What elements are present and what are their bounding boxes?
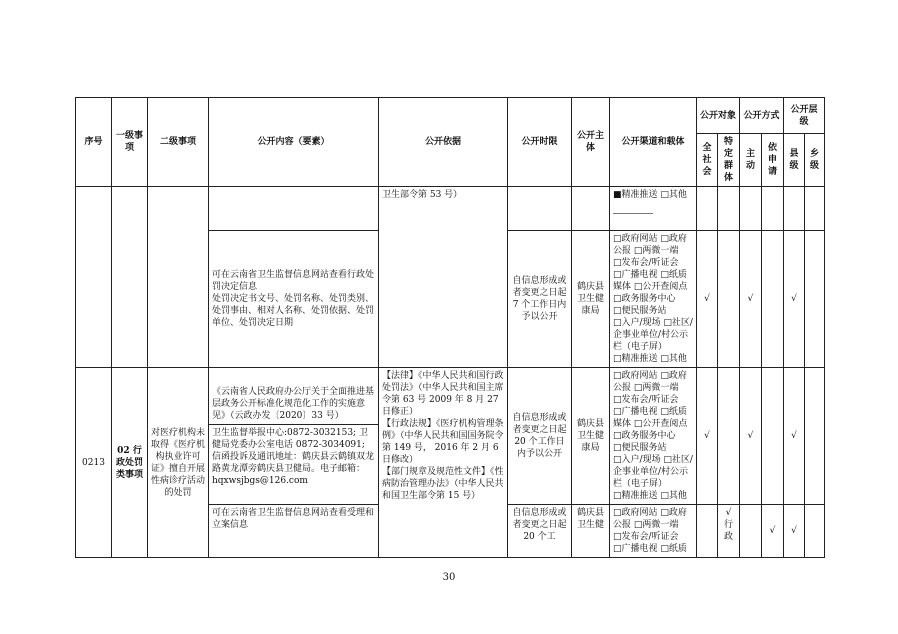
target-specific-mark [718, 368, 740, 505]
header-level-county: 县级 [784, 134, 805, 187]
level-county-mark: √ [784, 368, 805, 505]
level-town-mark [805, 231, 825, 368]
header-basis: 公开依据 [379, 98, 508, 187]
level-county-mark: √ [784, 505, 805, 558]
method-apply-mark [762, 231, 784, 368]
header-seq: 序号 [76, 98, 112, 187]
disclosure-table [75, 97, 825, 558]
content-cell: 可在云南省卫生监督信息网站查看行政处罚决定信息 处罚决定书文号、处罚名称、处罚类别、处罚事由、相对人名称、处罚依据、处罚单位、处罚决定日期 [209, 231, 379, 368]
subject-cell: 鹤庆县卫生健康局 [572, 368, 610, 505]
level-town-mark [805, 368, 825, 505]
divider [613, 213, 653, 214]
header-target-all: 全社会 [697, 134, 718, 187]
method-apply-mark [762, 368, 784, 505]
header-channel: 公开渠道和载体 [610, 98, 697, 187]
header-method: 公开方式 [740, 98, 784, 134]
level2-cell: 对医疗机构未取得《医疗机构执业许可证》擅自开展性病诊疗活动的处罚 [148, 368, 209, 558]
header-target-specific: 特定群体 [718, 134, 740, 187]
target-specific-mark: √ 行政 [718, 505, 740, 558]
content-cell: 《云南省人民政府办公厅关于全面推进基层政务公开标准化规范化工作的实施意见》（云政办发〔2020〕33 号） 卫生监督举报中心:0872-3032153; 卫健局党委办公室电话 0872-3034091; 信函投诉及通讯地址：鹤庆县云鹤镇双龙路黄龙潭旁鹤庆县卫健局。电子邮箱：hqxwsjbgs@126.com [209, 368, 379, 505]
header-method-active: 主动 [740, 134, 762, 187]
target-all-mark [697, 505, 718, 558]
subject-cell: 鹤庆县卫生健康局 [572, 231, 610, 368]
channel-cell: □政府网站 □政府公报 □两微一端 □发布会/听证会 □广播电视 □纸质媒体 □公开查阅点 □政务服务中心 □便民服务站 □入户/现场 □社区/企事业单位/村公示栏（电子屏） □精准推送 □其他 [610, 231, 697, 368]
method-active-mark [740, 505, 762, 558]
basis-cell: 【法律】《中华人民共和国行政处罚法》（中华人民共和国主席令第 63 号 2009 年 8 月 27 日修正） 【行政法规】《医疗机构管理条例》（中华人民共和国国务院令第 149 号， 2016 年 2 月 6 日修改） 【部门规章及规范性文件】《性病防治管理办法》（中华人民共和国卫生部令第 15 号） [379, 368, 508, 558]
level-county-mark: √ [784, 231, 805, 368]
header-level1: 一级事项 [112, 98, 148, 187]
header-level: 公开层级 [784, 98, 825, 134]
deadline-cell: 自信息形成或者变更之日起 7 个工作日内予以公开 [508, 231, 572, 368]
basis-cell: 卫生部令第 53 号） [379, 187, 508, 368]
channel-cell: □政府网站 □政府公报 □两微一端 □发布会/听证会 □广播电视 □纸质媒体 □公开查阅点 □政务服务中心 □便民服务站 □入户/现场 □社区/企事业单位/村公示栏（电子屏） □精准推送 □其他 [610, 368, 697, 505]
seq-cell: 0213 [76, 368, 112, 558]
target-all-mark: √ [697, 368, 718, 505]
target-all-mark: √ [697, 231, 718, 368]
method-active-mark: √ [740, 368, 762, 505]
table-row [76, 187, 825, 231]
header-level2: 二级事项 [148, 98, 209, 187]
method-active-mark: √ [740, 231, 762, 368]
method-apply-mark: √ [762, 505, 784, 558]
content-cell: 可在云南省卫生监督信息网站查看受理和立案信息 [209, 505, 379, 558]
header-level-town: 乡级 [805, 134, 825, 187]
header-method-apply: 依申请 [762, 134, 784, 187]
subject-cell: 鹤庆县卫生健 [572, 505, 610, 558]
header-deadline: 公开时限 [508, 98, 572, 187]
table-row [76, 368, 825, 505]
channel-cell: ■精准推送 □其他 [610, 187, 697, 231]
page-number: 30 [442, 572, 456, 583]
header-content: 公开内容（要素） [209, 98, 379, 187]
deadline-cell: 自信息形成或者变更之日起 20 个工作日内予以公开 [508, 368, 572, 505]
channel-cell: □政府网站 □政府公报 □两微一端 □发布会/听证会 □广播电视 □纸质 [610, 505, 697, 558]
level-town-mark [805, 505, 825, 558]
level1-cell: 02 行政处罚类事项 [112, 368, 148, 558]
deadline-cell: 自信息形成或者变更之日起 20 个工 [508, 505, 572, 558]
header-subject: 公开主体 [572, 98, 610, 187]
target-specific-mark [718, 231, 740, 368]
header-target: 公开对象 [697, 98, 740, 134]
